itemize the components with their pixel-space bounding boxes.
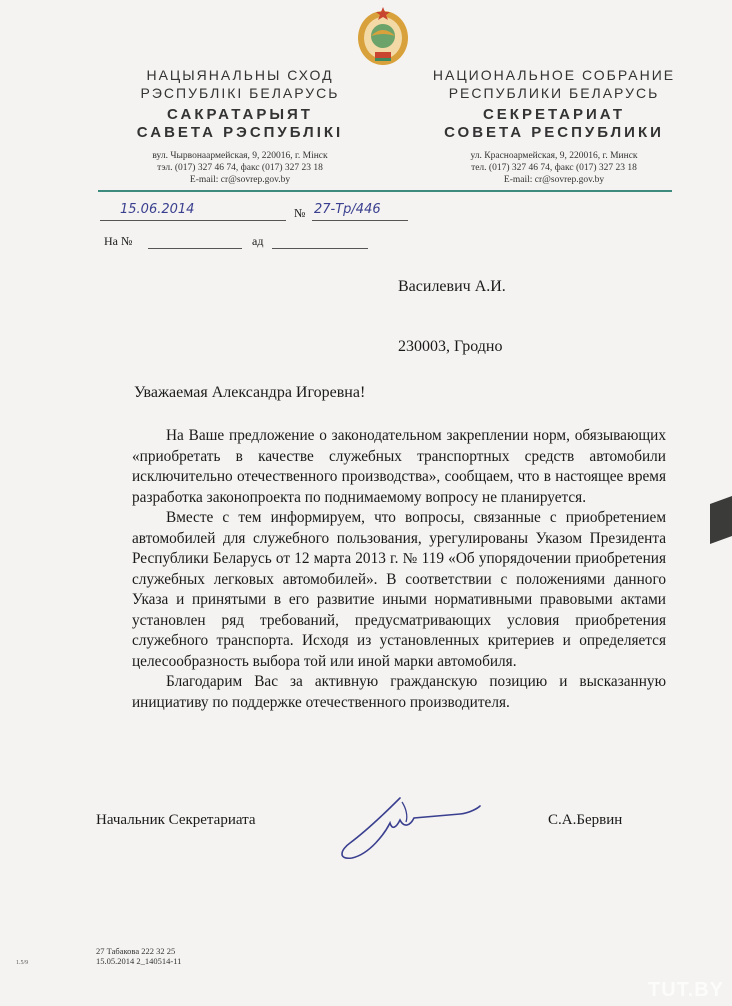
executor-info	[96, 946, 181, 966]
secretariat-line2: САВЕТА РЭСПУБЛІКІ	[136, 124, 344, 141]
date-underline	[100, 220, 286, 221]
number-underline	[312, 220, 408, 221]
address-line2: тел. (017) 327 46 74, факс (017) 327 23 18	[471, 163, 637, 173]
address-line1: вул. Чырвонаармейская, 9, 220016, г. Мінск	[152, 151, 328, 161]
registration-number-label: №	[294, 206, 306, 220]
email-line: E-mail: cr@sovrep.gov.by	[503, 175, 605, 185]
body-paragraph-1: На Ваше предложение о законодательном закреплении норм, обязывающих «приобретать в качестве служебных транспортных средств автомобили исключительно отечественного производства», сообщаем, что в настоящее время разработка законопроекта по поднимаемому вопросу не планируется.	[132, 427, 666, 506]
signatory-name: С.А.Бервин	[548, 812, 623, 828]
signatory-title: Начальник Секретариата	[96, 812, 256, 828]
watermark: TUT.BY	[648, 979, 724, 1001]
header-russian	[404, 66, 704, 186]
secretariat-line1: СЕКРЕТАРИАТ	[482, 106, 626, 123]
handwritten-signature	[330, 788, 490, 868]
letter-body	[132, 426, 666, 713]
executor-line1: 27 Табакова 222 32 25	[96, 946, 176, 956]
incoming-date-line	[272, 248, 368, 249]
incoming-date-label: ад	[252, 234, 264, 248]
org-name-line2: РЕСПУБЛИКИ БЕЛАРУСЬ	[448, 85, 660, 101]
address-line2: тэл. (017) 327 46 74, факс (017) 327 23 18	[157, 163, 323, 173]
body-paragraph-2: Вместе с тем информируем, что вопросы, связанные с приобретением автомобилей для служебного пользования, урегулированы Указом Президента Республики Беларусь от 12 марта 2013 г. № 119 «Об упорядочении приобретения служебных легковых автомобилей». В соответствии с положениями данного Указа и принятыми в его развитие иными нормативными правовыми актами установлен ряд требований, предусматривающих условия приобретения служебного транспорта. Исходя из установленных критериев и определяется целесообразность выбора той или иной марки автомобиля.	[132, 509, 666, 670]
body-paragraph-3: Благодарим Вас за активную гражданскую позицию и высказанную инициативу по поддержке отечественного производителя.	[132, 673, 666, 711]
secretariat-line1: САКРАТАРЫЯТ	[167, 106, 313, 123]
org-name-line1: НАЦЫЯНАЛЬНЫ СХОД	[146, 67, 334, 83]
state-emblem-icon	[356, 6, 410, 66]
registration-date: 15.06.2014	[120, 202, 195, 217]
secretariat-line2: СОВЕТА РЕСПУБЛИКИ	[444, 124, 664, 141]
org-name-line2: РЭСПУБЛІКІ БЕЛАРУСЬ	[140, 85, 340, 101]
margin-mark: 1.5/9	[16, 960, 29, 966]
registration-number: 27-Тр/446	[314, 202, 381, 217]
header-divider	[98, 190, 672, 192]
header-belarusian	[90, 66, 390, 186]
incoming-number-line	[148, 248, 242, 249]
executor-line2: 15.05.2014 2_140514-11	[96, 956, 182, 966]
addressee-name: Василевич А.И.	[398, 278, 506, 295]
addressee-city: 230003, Гродно	[398, 338, 503, 355]
paper-edge-shadow	[710, 496, 732, 544]
salutation: Уважаемая Александра Игоревна!	[134, 384, 366, 401]
email-line: E-mail: cr@sovrep.gov.by	[189, 175, 291, 185]
address-line1: ул. Красноармейская, 9, 220016, г. Минск	[470, 151, 638, 161]
incoming-number-label: На №	[104, 234, 133, 248]
org-name-line1: НАЦИОНАЛЬНОЕ СОБРАНИЕ	[432, 67, 676, 83]
